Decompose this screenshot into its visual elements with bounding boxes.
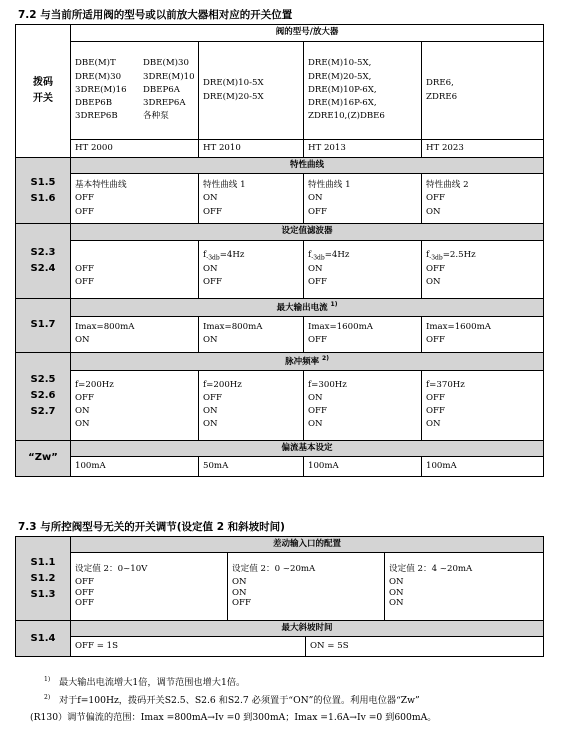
curve-col1: 基本特性曲线 OFF OFF [71, 174, 199, 224]
valve-model: DRE(M)10-5X, [308, 58, 372, 69]
valve-model: DRE(M)20-5X [203, 91, 264, 102]
valve-model-header: 阀的型号/放大器 [71, 25, 544, 42]
curve-col4: 特性曲线 2 OFF ON [422, 174, 544, 224]
section-title-7-2: 7.2 与当前所适用阀的型号或以前放大器相对应的开关位置 [18, 9, 293, 21]
ramp-band: 最大斜坡时间 [71, 621, 544, 637]
filter-switches: S2.3 S2.4 [16, 224, 71, 298]
curve-switches: S1.5 S1.6 [16, 158, 71, 224]
valve-model: 3DREP6A [143, 98, 186, 109]
valve-model: DBE(M)30 [143, 58, 189, 69]
valve-model: ZDRE6 [426, 91, 458, 102]
valve-model: DRE(M)20-5X, [308, 71, 372, 82]
diff-col3: 设定值 2：4 ~20mA ON ON ON [385, 553, 544, 621]
bias-col3: 100mA [304, 456, 422, 476]
amp-ht2000: HT 2000 [71, 140, 199, 158]
footnote-1: $^{1)}$ 最大输出电流增大1倍，调节范围也增大1倍。 [44, 676, 246, 689]
filter-band: 设定值滤波器 [71, 224, 544, 240]
valve-models-col4 [422, 42, 544, 140]
pulse-col2: f=200Hz OFF ON ON [199, 370, 304, 440]
current-switch: S1.7 [16, 298, 71, 352]
section-title-7-3: 7.3 与所控阀型号无关的开关调节(设定值 2 和斜坡时间) [18, 521, 285, 533]
ramp-col2: ON = 5S [306, 637, 544, 657]
pulse-col3: f=300Hz ON OFF ON [304, 370, 422, 440]
bias-col1: 100mA [71, 456, 199, 476]
bias-col4: 100mA [422, 456, 544, 476]
curve-band: 特性曲线 [71, 158, 544, 174]
pulse-col4: f=370Hz OFF OFF ON [422, 370, 544, 440]
valve-models-col2 [199, 42, 304, 140]
pulse-band: 脉冲频率 $^{2)}$ [71, 352, 544, 370]
diff-col1: 设定值 2：0~10V OFF OFF OFF [71, 553, 228, 621]
curve-col3: 特性曲线 1 ON OFF [304, 174, 422, 224]
diff-switches: S1.1 S1.2 S1.3 [16, 537, 71, 621]
valve-model: DBEP6A [143, 84, 180, 95]
switch-table-7-3 [15, 536, 544, 657]
diff-band: 差动输入口的配置 [71, 537, 544, 553]
valve-model: DRE(M)10-5X [203, 78, 264, 89]
pulse-col1: f=200Hz OFF ON ON [71, 370, 199, 440]
amp-ht2013: HT 2013 [304, 140, 422, 158]
valve-model: DRE(M)30 [75, 71, 122, 82]
footnote-2: $^{2)}$ 对于f=100Hz，拨码开关S2.5、S2.6 和S2.7 必须置于“ON”的位置。利用电位器“Zw” [44, 694, 420, 707]
valve-model: 3DRE(M)10 [143, 71, 195, 82]
curve-col2: 特性曲线 1 ON OFF [199, 174, 304, 224]
valve-model: DBE(M)T [75, 58, 116, 69]
valve-model: ZDRE10,(Z)DBE6 [308, 111, 385, 122]
amp-ht2010: HT 2010 [199, 140, 304, 158]
current-col3: Imax=1600mA OFF [304, 316, 422, 352]
current-band: 最大输出电流 $^{1)}$ [71, 298, 544, 316]
footnote-2-cont: (R130）调节偏流的范围：Imax =800mA→Iv =0 到300mA；Imax =1.6A→Iv =0 到600mA。 [30, 712, 437, 723]
amp-ht2023: HT 2023 [422, 140, 544, 158]
bias-col2: 50mA [199, 456, 304, 476]
valve-model: DRE6, [426, 78, 454, 89]
diff-col2: 设定值 2：0 ~20mA ON ON OFF [228, 553, 385, 621]
switch-table-7-2 [15, 24, 544, 477]
current-col2: Imax=800mA ON [199, 316, 304, 352]
pulse-switches: S2.5 S2.6 S2.7 [16, 352, 71, 440]
filter-col1: OFF OFF [71, 240, 199, 298]
valve-model: 各种泵 [143, 111, 169, 122]
current-col4: Imax=1600mA OFF [422, 316, 544, 352]
valve-models-col3 [304, 42, 422, 140]
dip-switch-label: 拨码 开关 [16, 25, 71, 158]
bias-band: 偏流基本设定 [71, 440, 544, 456]
valve-model: 3DREP6B [75, 111, 118, 122]
ramp-switch: S1.4 [16, 621, 71, 657]
current-col1: Imax=800mA ON [71, 316, 199, 352]
valve-model: DRE(M)16P-6X, [308, 98, 377, 109]
bias-switch: “Zw” [16, 440, 71, 476]
valve-model: DRE(M)10P-6X, [308, 84, 377, 95]
filter-col2: $f_{-3db}=4Hz$ ON OFF [199, 240, 304, 298]
filter-col4: $f_{-3db}=2.5Hz$ OFF ON [422, 240, 544, 298]
ramp-col1: OFF = 1S [71, 637, 306, 657]
valve-models-col1 [71, 42, 199, 140]
filter-col3: $f_{-3db}=4Hz$ ON OFF [304, 240, 422, 298]
valve-model: DBEP6B [75, 98, 113, 109]
valve-model: 3DRE(M)16 [75, 84, 127, 95]
